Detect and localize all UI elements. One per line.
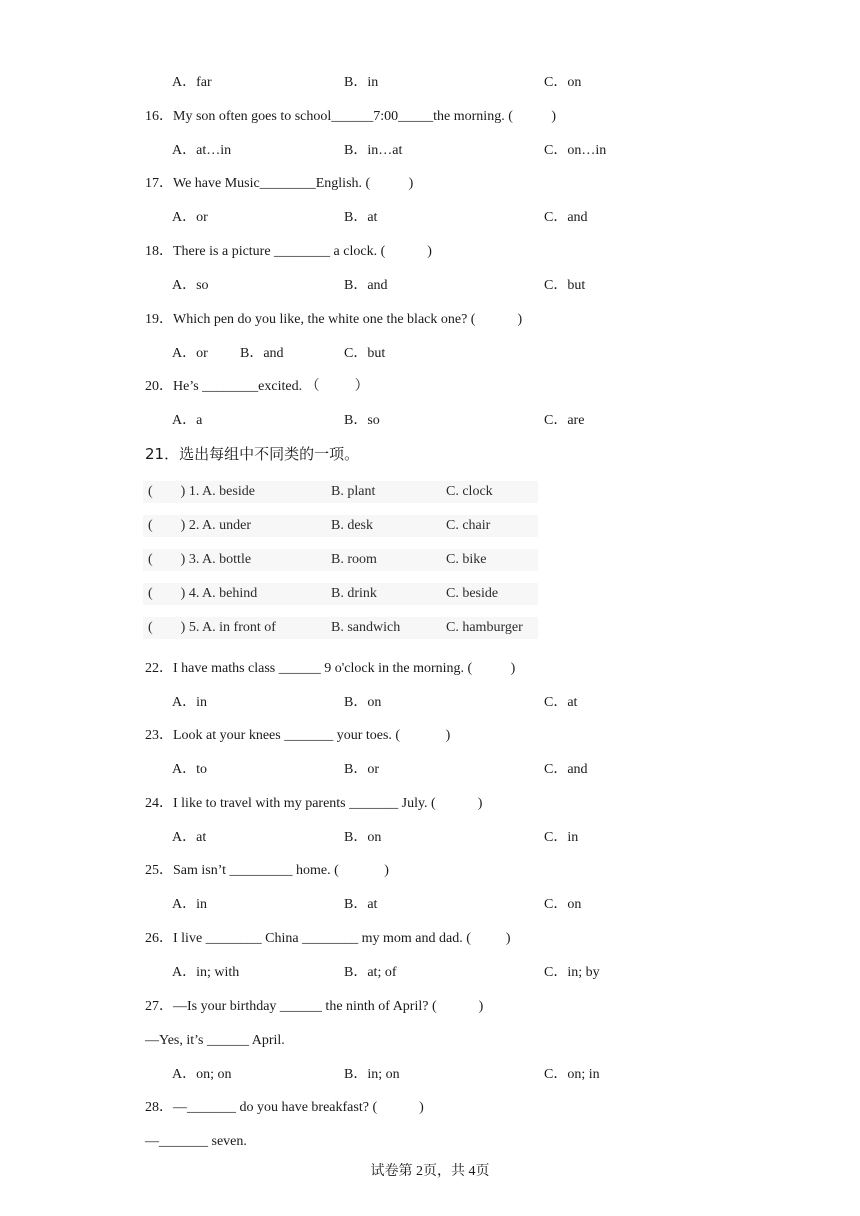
q21-row-4-a: ( ) 4. A. behind [148, 586, 258, 601]
q23-option-a: A．to [172, 762, 207, 777]
q24-option-b: B．on [344, 830, 382, 845]
question-26: 26．I live ________ China ________ my mom and dad. ( ) [145, 931, 511, 946]
question-18: 18．There is a picture ________ a clock. ( ) [145, 244, 432, 259]
question-25: 25．Sam isn’t _________ home. ( ) [145, 863, 389, 878]
q19-option-c: C．but [344, 346, 386, 361]
question-19: 19．Which pen do you like, the white one the black one? ( ) [145, 312, 523, 327]
q21-row-3-c: C. bike [446, 552, 487, 567]
q20-option-a: A．a [172, 413, 203, 428]
q15-option-b: B．in [344, 75, 379, 90]
q23-option-c: C．and [544, 762, 588, 777]
q19-option-b: B．and [240, 346, 284, 361]
q21-row-5-c: C. hamburger [446, 620, 523, 635]
q16-option-a: A．at…in [172, 143, 232, 158]
q15-option-c: C．on [544, 75, 582, 90]
q25-option-c: C．on [544, 897, 582, 912]
q15-option-a: A．far [172, 75, 212, 90]
q27-option-c: C．on; in [544, 1067, 600, 1082]
page-footer: 试卷第 2页，共 4页 [370, 1164, 490, 1179]
question-28-line-1: 28．—_______ do you have breakfast? ( ) [145, 1100, 424, 1115]
q27-option-b: B．in; on [344, 1067, 400, 1082]
q21-row-5-b: B. sandwich [331, 620, 401, 635]
q21-row-1-b: B. plant [331, 484, 376, 499]
q25-option-b: B．at [344, 897, 378, 912]
q23-option-b: B．or [344, 762, 379, 777]
q18-option-a: A．so [172, 278, 209, 293]
q21-row-5-a: ( ) 5. A. in front of [148, 620, 276, 635]
q17-option-b: B．at [344, 210, 378, 225]
q16-option-c: C．on…in [544, 143, 607, 158]
question-23: 23．Look at your knees _______ your toes. ( ) [145, 728, 451, 743]
q21-row-4-b: B. drink [331, 586, 377, 601]
q19-option-a: A．or [172, 346, 208, 361]
q26-option-b: B．at; of [344, 965, 397, 980]
q26-option-a: A．in; with [172, 965, 240, 980]
question-27-line-2: —Yes, it’s ______ April. [145, 1033, 285, 1048]
q22-option-c: C．at [544, 695, 578, 710]
question-16: 16．My son often goes to school______7:00_____the morning. ( ) [145, 109, 557, 124]
q17-option-a: A．or [172, 210, 208, 225]
q16-option-b: B．in…at [344, 143, 403, 158]
q21-row-3-a: ( ) 3. A. bottle [148, 552, 252, 567]
question-17: 17．We have Music________English. ( ) [145, 176, 414, 191]
q20-option-b: B．so [344, 413, 380, 428]
q21-row-1-c: C. clock [446, 484, 493, 499]
q18-option-c: C．but [544, 278, 586, 293]
question-28-line-2: —_______ seven. [145, 1134, 247, 1149]
question-21-title: 21．选出每组中不同类的一项。 [145, 445, 360, 463]
q24-option-c: C．in [544, 830, 579, 845]
question-22: 22．I have maths class ______ 9 o'clock in the morning. ( ) [145, 661, 516, 676]
q17-option-c: C．and [544, 210, 588, 225]
q21-row-3-b: B. room [331, 552, 377, 567]
q25-option-a: A．in [172, 897, 207, 912]
q27-option-a: A．on; on [172, 1067, 232, 1082]
question-27-line-1: 27．—Is your birthday ______ the ninth of April? ( ) [145, 999, 484, 1014]
q21-row-4-c: C. beside [446, 586, 499, 601]
q21-row-2-c: C. chair [446, 518, 491, 533]
q18-option-b: B．and [344, 278, 388, 293]
q24-option-a: A．at [172, 830, 207, 845]
q21-row-2-a: ( ) 2. A. under [148, 518, 252, 533]
question-24: 24．I like to travel with my parents _______ July. ( ) [145, 796, 483, 811]
q21-row-2-b: B. desk [331, 518, 373, 533]
q22-option-a: A．in [172, 695, 207, 710]
question-20: 20．He’s ________excited. （ ） [145, 379, 369, 394]
q20-option-c: C．are [544, 413, 585, 428]
q21-row-1-a: ( ) 1. A. beside [148, 484, 255, 499]
q26-option-c: C．in; by [544, 965, 600, 980]
q22-option-b: B．on [344, 695, 382, 710]
